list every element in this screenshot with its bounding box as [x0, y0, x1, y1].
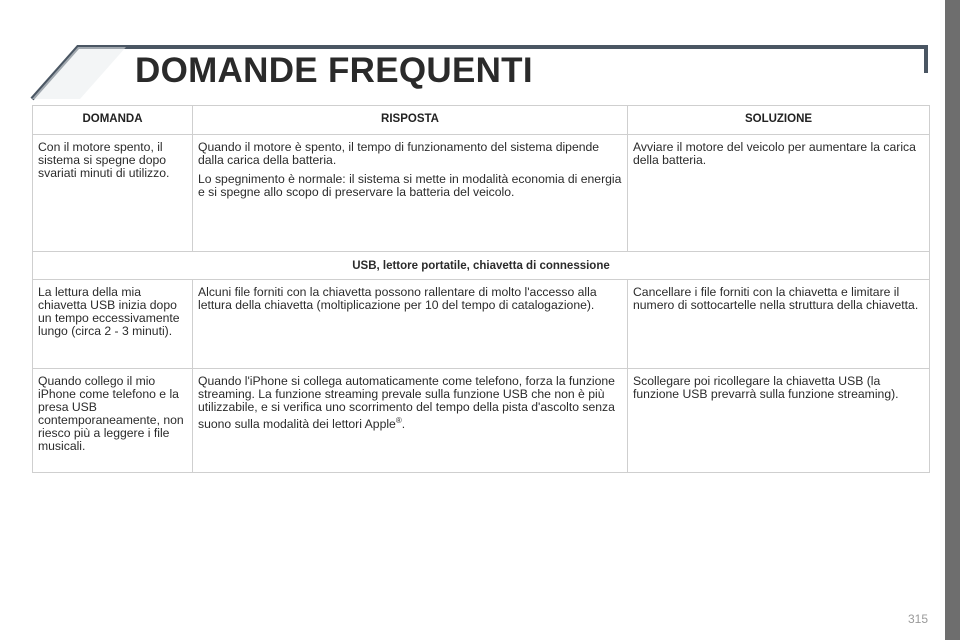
page-title: DOMANDE FREQUENTI: [135, 51, 533, 90]
answer-cell: [193, 135, 628, 252]
page-number: 315: [908, 612, 929, 626]
answer-text: Quando l'iPhone si collega automaticamente come telefono, forza la funzione streaming. La funzione streaming prevale sulla funzione USB che non è più utilizzabile, e si verifica uno scorrimento del tempo della pista d'ascolto senza suono sulla modalità dei lettori Apple: [198, 374, 615, 432]
answer-end: .: [401, 417, 406, 432]
column-header-answer: RISPOSTA: [193, 106, 628, 135]
answer-cell: [193, 369, 628, 473]
question-cell: La lettura della mia chiavetta USB inizia dopo un tempo eccessivamente lungo (circa 2 - 3 minuti).: [33, 280, 193, 369]
solution-cell: Cancellare i file forniti con la chiavetta e limitare il numero di sottocartelle nella struttura della chiavetta.: [628, 280, 930, 369]
table-row: [33, 280, 930, 369]
registered-mark: ®: [395, 416, 402, 425]
table-header-row: [33, 106, 930, 135]
question-cell: Quando collego il mio iPhone come telefono e la presa USB contemporaneamente, non riesco più a leggere i file musicali.: [33, 369, 193, 473]
answer-cell: Alcuni file forniti con la chiavetta possono rallentare di molto l'accesso alla lettura della chiavetta (moltiplicazione per 10 del tempo di catalogazione).: [193, 280, 628, 369]
solution-cell: Scollegare poi ricollegare la chiavetta USB (la funzione USB prevarrà sulla funzione streaming).: [628, 369, 930, 473]
table-row: [33, 135, 930, 252]
answer-paragraph: Lo spegnimento è normale: il sistema si mette in modalità economia di energia e si spegne allo scopo di preservare la batteria del veicolo.: [198, 172, 622, 199]
column-header-solution: SOLUZIONE: [628, 106, 930, 135]
section-heading: USB, lettore portatile, chiavetta di connessione: [33, 252, 930, 280]
answer-paragraph: Quando il motore è spento, il tempo di funzionamento del sistema dipende dalla carica della batteria.: [198, 140, 600, 167]
column-header-question: DOMANDA: [33, 106, 193, 135]
question-cell: Con il motore spento, il sistema si spegne dopo svariati minuti di utilizzo.: [33, 135, 193, 252]
solution-cell: Avviare il motore del veicolo per aumentare la carica della batteria.: [628, 135, 930, 252]
table-row: [33, 369, 930, 473]
page-edge-tab: [945, 0, 960, 640]
section-row: [33, 252, 930, 280]
faq-table: [32, 105, 930, 473]
